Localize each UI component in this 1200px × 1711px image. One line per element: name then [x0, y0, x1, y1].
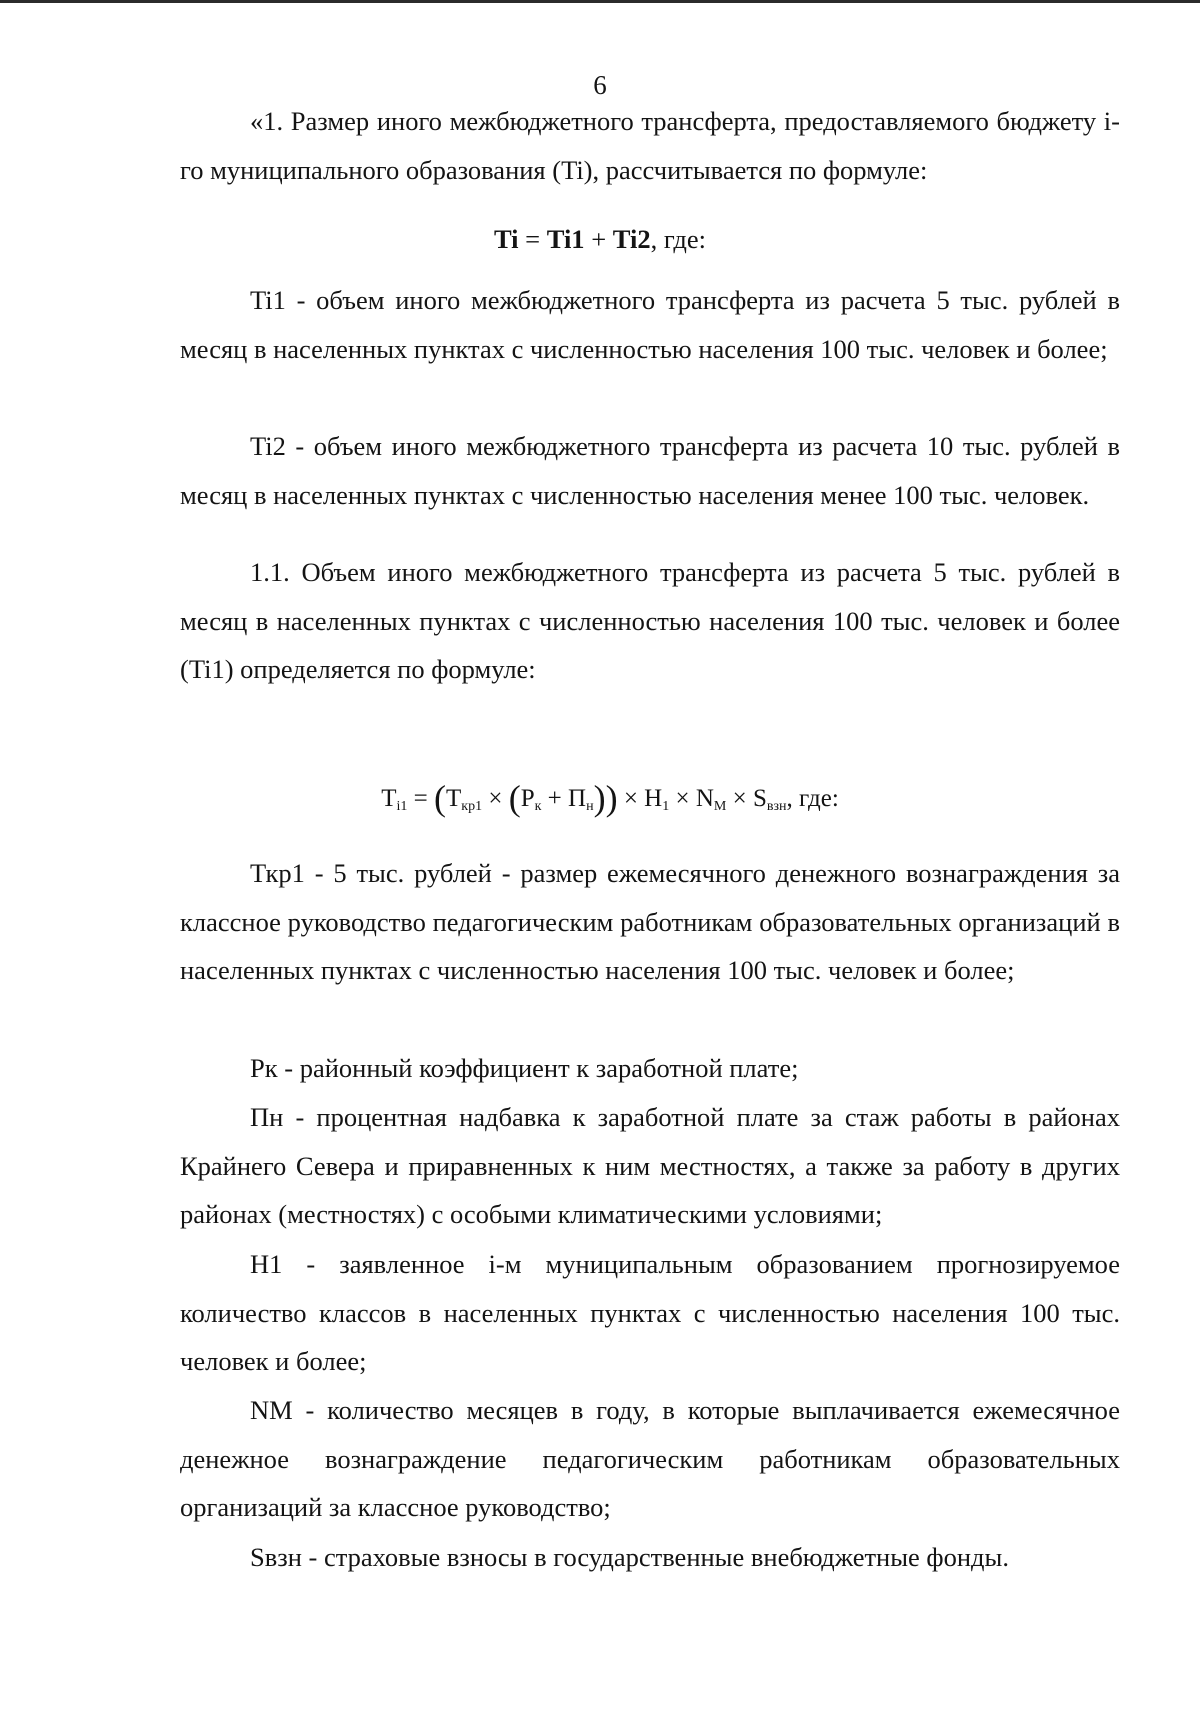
f2-times-3: × — [669, 785, 696, 812]
f2-times-1: × — [482, 785, 509, 812]
definition-pn: Пн - процентная надбавка к заработной плате за стаж работы в районах Крайнего Севера и приравненных к ним местностях, а также за работу в других районах (местностях) с особыми климатическими условиями; — [180, 1102, 1120, 1230]
f2-N: N — [695, 785, 714, 812]
f2-times-4: × — [726, 785, 753, 812]
formula-ti-eq: = — [518, 224, 547, 254]
f2-Tkr: T — [445, 785, 462, 812]
definition-h1: Н1 - заявленное i-м муниципальным образованием прогнозируемое количество классов в населенных пунктах с численностью населения 100 тыс. человек и более; — [180, 1249, 1120, 1377]
formula-ti-lhs: Ti — [493, 224, 519, 254]
f2-Pi-sub: н — [586, 799, 594, 814]
definition-rk: Рк - районный коэффициент к заработной плате; — [250, 1053, 799, 1083]
f2-Pi: П — [568, 785, 587, 812]
f2-S: S — [752, 785, 767, 812]
f2-T-sub: i1 — [396, 799, 408, 814]
definition-svzn: Sвзн - страховые взносы в государственные внебюджетные фонды. — [250, 1542, 1009, 1572]
f2-open-paren-2: ( — [508, 778, 521, 818]
intro-paragraph: «1. Размер иного межбюджетного трансферта, предоставляемого бюджету i-го муниципального образования (Ti), рассчитывается по формуле: — [180, 106, 1120, 185]
formula-ti-plus: + — [584, 224, 613, 254]
f2-open-paren-1: ( — [433, 778, 446, 818]
page-number: 6 — [593, 70, 607, 100]
definition-tkr1: Ткр1 - 5 тыс. рублей - размер ежемесячного денежного вознаграждения за классное руководство педагогическим работникам образовательных организаций в населенных пунктах с численностью населения 100 тыс. человек и более; — [180, 858, 1120, 986]
formula-ti-tail: , где: — [650, 224, 706, 254]
scan-top-edge — [0, 0, 1200, 3]
f2-Tkr-sub: кр1 — [461, 799, 483, 814]
formula-ti1 — [0, 780, 1200, 816]
formula-ti-term1: Ti1 — [546, 224, 585, 254]
f2-tail: , где: — [786, 785, 839, 812]
definition-ti2: Ti2 - объем иного межбюджетного трансферта из расчета 10 тыс. рублей в месяц в населенных пунктах с численностью населения менее 100 тыс. человек. — [180, 431, 1120, 510]
f2-eq: = — [407, 785, 434, 812]
f2-H: H — [644, 785, 663, 812]
f2-P: P — [520, 785, 535, 812]
formula-ti-term2: Ti2 — [612, 224, 651, 254]
f2-plus: + — [541, 785, 569, 812]
f2-H-sub: 1 — [662, 799, 670, 814]
f2-S-sub: взн — [766, 799, 787, 814]
definition-ti1: Ti1 - объем иного межбюджетного трансферта из расчета 5 тыс. рублей в месяц в населенных пунктах с численностью населения 100 тыс. человек и более; — [180, 285, 1120, 364]
f2-N-sub: М — [713, 799, 727, 814]
f2-P-sub: к — [534, 799, 542, 814]
section-1-1: 1.1. Объем иного межбюджетного трансферта из расчета 5 тыс. рублей в месяц в населенных пунктах с численностью населения 100 тыс. человек и более (Ti1) определяется по формуле: — [180, 557, 1120, 685]
formula-ti — [0, 224, 1200, 255]
definition-nm: NМ - количество месяцев в году, в которые выплачивается ежемесячное денежное вознаграждение педагогическим работникам образовательных организаций за классное руководство; — [180, 1395, 1120, 1523]
f2-times-2: × — [617, 785, 645, 812]
f2-T: T — [381, 785, 397, 812]
f2-close-parens: )) — [593, 778, 618, 818]
